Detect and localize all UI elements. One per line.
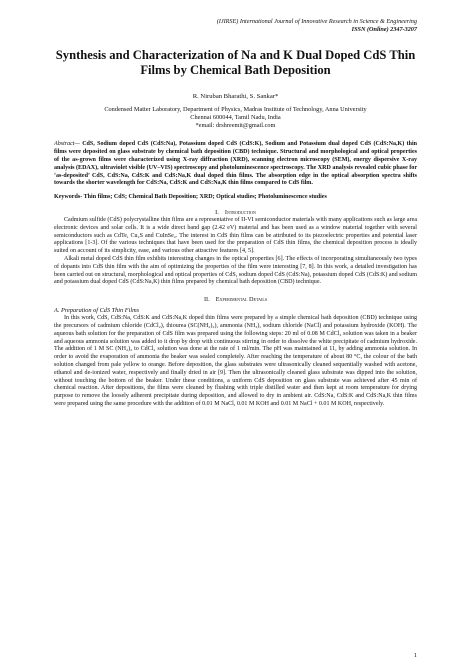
section-heading-experimental [54,296,417,304]
subsection-heading: A. Preparation of CdS Thin Films [54,307,140,315]
section-title: Experimental Details [215,296,268,304]
author-email: *email: drshreemit@gmail.com [195,121,276,129]
affiliation-line-1: Condensed Matter Laboratory, Department of Physics, Madras Institute of Technology, Anna University [104,106,367,113]
intro-paragraph-1: Cadmium sulfide (CdS) polycrystalline thin films are a representative of II-VI semiconductor materials with many applications such as large area electronic devices and solar cells. It is a wide direct band gap (2.42 eV) material and has been used as a window material together with several semiconductors such as CdTe, Cu₂S and CuInSe₂. The interest in CdS thin films can be attributed to its piezoelectric properties and potential laser applications [1-3]. Of the various techniques that have been used for the preparation of CdS thin films, the chemical deposition process is ideally suited on account of its simplicity, ease, and various other attractive features [4, 5]. [54,216,417,255]
author-affiliation [54,106,417,129]
section-number: I. [215,208,219,216]
journal-header [54,18,417,34]
page-number: 1 [413,652,417,659]
abstract-text: CdS, Sodium doped CdS (CdS:Na), Potassium doped CdS (CdS:K), Sodium and Potassium dual doped CdS (CdS:Na,K) thin films were deposited on glass substrate by chemical bath deposition (CBD) technique. Structural and morphological and optical properties of the as-grown films were characterized using X-ray diffraction (XRD), scanning electron microscopy (SEM), energy dispersive X-ray analysis (EDAX), ultraviolet visible (UV–VIS) spectroscopy and photoluminescence spectroscopy. The XRD analysis revealed cubic phase for ‘as-deposited’ CdS, CdS:Na, CdS:K and CdS:Na,K dual doped thin films. The absorption edge in the optical absorption spectra shifts towards the shorter wavelength for CdS:Na, CdS:K and CdS:Na,K thin films compared to CdS film. [54,141,417,187]
paper-title: Synthesis and Characterization of Na and K Dual Doped CdS Thin Films by Chemical Bath Deposition [55,48,416,77]
abstract [54,141,417,188]
paper-authors: R. Niruban Bharathi, S. Sankar* [192,93,279,100]
section-heading-introduction [54,209,417,217]
experimental-paragraph-1: In this work, CdS, CdS:Na, CdS:K and CdS:Na,K doped thin films were prepared by a simple chemical bath deposition (CBD) technique using the precursors of cadmium chloride (CdCl₂), thiourea (SC(NH₂)₂), ammonia (NH₃), sodium chloride (NaCl) and potassium hydroxide (KOH). The aqueous bath solution for the preparation of CdS film was prepared using the following steps: 20 ml of 0.08 M CdCl₂ solution was taken in a beaker and aqueous ammonia solution was added to it drop by drop with continuous stirring in order to dissolve the white precipitate of cadmium hydroxide. The addition of 1 M SC (NH₂)₂ to CdCl₂ solution was done at the rate of 1 ml/min. The pH was maintained at 11, by adding ammonia solution. In order to avoid the evaporation of ammonia the beaker was sealed completely. After reaching the temperature of about 80 °C, the colour of the bath solution changed from pale yellow to orange. Before deposition, the glass substrates were ultrasonically cleaned sequentially washed with acetone, ethanol and de-ionized water, respectively and finally dried in air [9]. Then the ultrasonically cleaned glass substrate was dipped into the solution, without touching the bottom of the beaker. Under these conditions, a uniform CdS deposition on glass substrate was achieved after 45 min of chemical reaction. After depositions, the films were cleaned by flushing with triple distilled water and then kept at room temperature for drying purpose to remove the loosely adherent precipitate during deposition, and allowed to dry in ambient air. CdS:Na, CdS:K and CdS:Na,K thin films were prepared using the same procedure with the addition of 0.01 M NaCl, 0.01 M KOH and 0.01 M NaCl + 0.01 M KOH, respectively. [54,315,417,407]
intro-paragraph-2: Alkali metal doped CdS thin film exhibits interesting changes in the optical properties [6]. The effects of incorporating simultaneously two types of dopants into CdS thin film with the aim of optimizing the properties of the film were interesting [7, 8]. In this work, a detailed investigation has been carried out on structural, morphological and optical properties of CdS, sodium doped CdS (CdS:Na), potassium doped CdS (CdS:K) and sodium and potassium dual doped CdS (CdS:Na,K) thin films prepared by chemical bath deposition (CBD) technique. [54,255,417,286]
affiliation-line-2: Chennai 600044, Tamil Nadu, India [190,113,281,121]
section-number: II. [203,296,210,304]
section-title: Introduction [224,208,256,216]
abstract-lead: Abstract— [54,141,80,148]
keywords: Keywords- Thin films; CdS; Chemical Bath Deposition; XRD; Optical studies; Photoluminescence studies [54,194,327,201]
journal-issn: ISSN (Online) 2347-3207 [351,26,417,33]
journal-name: (IJIRSE) International Journal of Innovative Research in Science & Engineering [216,18,417,25]
